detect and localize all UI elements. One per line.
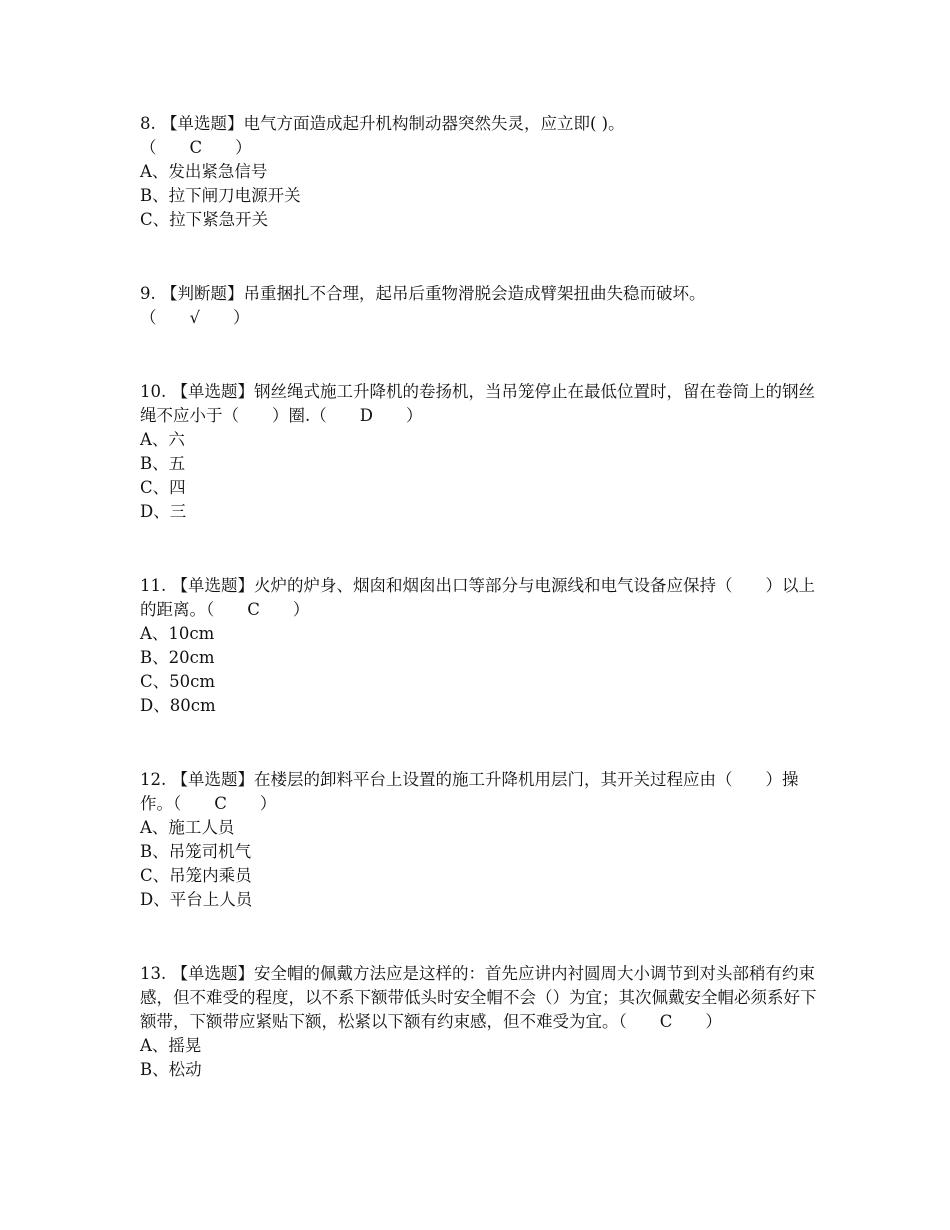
question-stem: 9. 【判断题】吊重捆扎不合理，起吊后重物滑脱会造成臂架扭曲失稳而破坏。 bbox=[140, 284, 706, 303]
option-c: C、吊笼内乘员 bbox=[140, 866, 252, 885]
option-b: B、拉下闸刀电源开关 bbox=[140, 186, 301, 205]
option-b: B、20cm bbox=[140, 648, 215, 667]
answer-line: （ C ） bbox=[140, 138, 252, 157]
question-stem: 11. 【单选题】火炉的炉身、烟囱和烟囱出口等部分与电源线和电气设备应保持（ ）以上的距离。（ C ） bbox=[140, 576, 815, 619]
question-10 bbox=[140, 380, 830, 524]
option-b: B、吊笼司机气 bbox=[140, 842, 252, 861]
option-a: A、10cm bbox=[140, 624, 215, 643]
option-a: A、发出紧急信号 bbox=[140, 162, 268, 181]
question-13 bbox=[140, 962, 830, 1082]
document-page bbox=[140, 112, 830, 1082]
question-stem: 8. 【单选题】电气方面造成起升机构制动器突然失灵，应立即( )。 bbox=[140, 114, 625, 133]
option-a: A、摇晃 bbox=[140, 1036, 202, 1055]
option-c: C、50cm bbox=[140, 672, 216, 691]
question-11 bbox=[140, 574, 830, 718]
option-d: D、三 bbox=[140, 502, 187, 521]
question-stem: 12. 【单选题】在楼层的卸料平台上设置的施工升降机用层门，其开关过程应由（ ）操作。（ C ） bbox=[140, 770, 799, 813]
question-stem: 13. 【单选题】安全帽的佩戴方法应是这样的：首先应讲内衬圆周大小调节到对头部稍有约束感，但不难受的程度，以不系下额带低头时安全帽不会（）为宜；其次佩戴安全帽必须系好下额带，下额带应紧贴下额，松紧以下额有约束感，但不难受为宜。（ C ） bbox=[140, 964, 817, 1031]
question-9 bbox=[140, 282, 830, 330]
option-b: B、松动 bbox=[140, 1060, 202, 1079]
option-d: D、80cm bbox=[140, 696, 216, 715]
option-c: C、拉下紧急开关 bbox=[140, 210, 269, 229]
option-c: C、四 bbox=[140, 478, 186, 497]
option-d: D、平台上人员 bbox=[140, 890, 253, 909]
option-a: A、施工人员 bbox=[140, 818, 235, 837]
question-stem: 10. 【单选题】钢丝绳式施工升降机的卷扬机，当吊笼停止在最低位置时，留在卷筒上的钢丝绳不应小于（ ）圈.（ D ） bbox=[140, 382, 815, 425]
option-b: B、五 bbox=[140, 454, 186, 473]
answer-line: （ √ ） bbox=[140, 308, 250, 327]
option-a: A、六 bbox=[140, 430, 185, 449]
question-8 bbox=[140, 112, 830, 232]
question-12 bbox=[140, 768, 830, 912]
